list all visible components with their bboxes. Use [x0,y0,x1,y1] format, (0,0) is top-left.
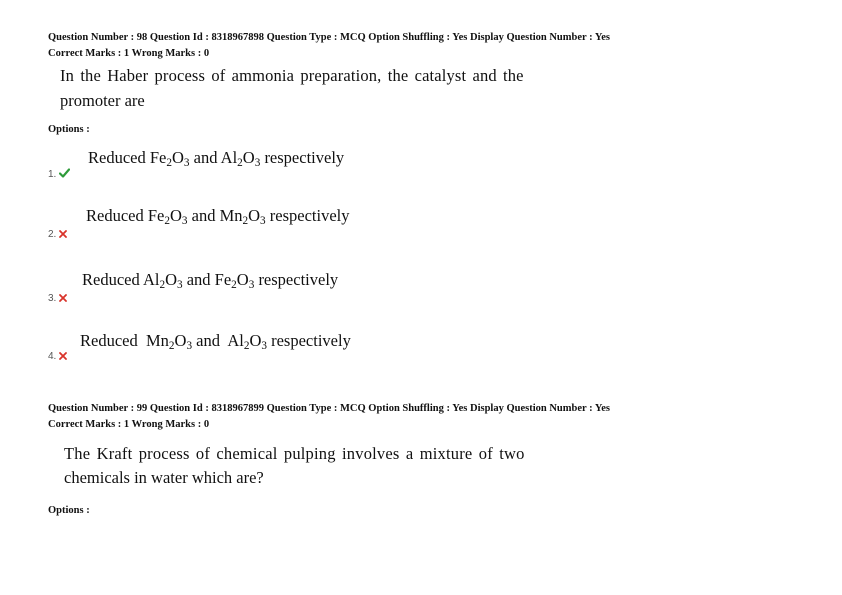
question-text-line-2: chemicals in water which are? [64,468,264,487]
options-label: Options : [48,505,90,516]
question-header: Question Number : 98 Question Id : 8318967898 Question Type : MCQ Option Shuffling : Yes Display Question Number : Yes [48,32,611,43]
option-text-1: Reduced $Fe_2O_3$ and $Al_2O_3$ respectively [88,148,345,169]
option-number-1: 1. [48,168,70,181]
question-text-line-1: In the Haber process of ammonia preparation, the catalyst and the [60,66,524,85]
option-number-3: 3. [48,293,67,305]
question-header: Question Number : 99 Question Id : 8318967899 Question Type : MCQ Option Shuffling : Yes Display Question Number : Yes [48,403,611,414]
question-text-line-1: The Kraft process of chemical pulping involves a mixture of two [64,444,525,463]
option-text-4: Reduced $Mn_2O_3$ and $Al_2O_3$ respectively [80,331,351,352]
option-number-4: 4. [48,351,67,363]
question-text-line-2: promoter are [60,91,145,110]
option-number-2: 2. [48,229,67,241]
check-icon [59,168,70,181]
options-label: Options : [48,124,90,135]
cross-icon [59,230,67,241]
cross-icon [59,294,67,305]
marks-line: Correct Marks : 1 Wrong Marks : 0 [48,419,210,430]
cross-icon [59,352,67,363]
option-text-3: Reduced $Al_2O_3$ and $Fe_2O_3$ respectively [82,270,339,291]
option-text-2: Reduced $Fe_2O_3$ and $Mn_2O_3$ respectively [86,206,350,227]
marks-line: Correct Marks : 1 Wrong Marks : 0 [48,48,210,59]
